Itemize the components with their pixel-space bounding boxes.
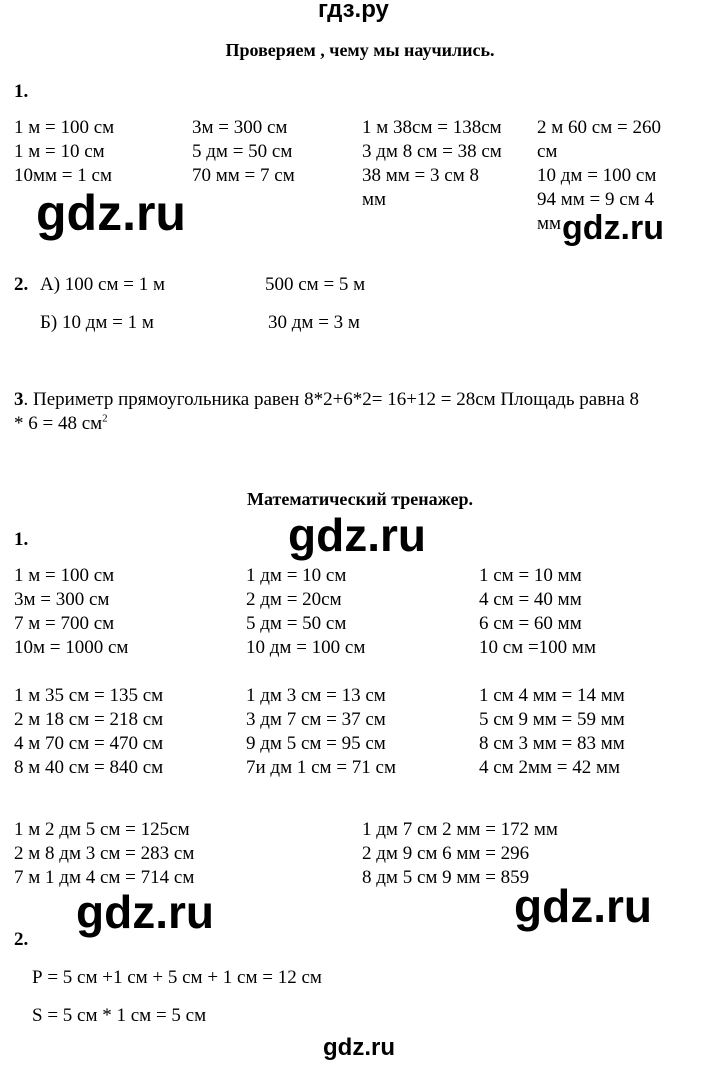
conversion-line: 1 см = 10 мм xyxy=(479,565,582,586)
task-3-text: * 6 = 48 см xyxy=(14,413,103,434)
conversion-line: 2 м 18 см = 218 см xyxy=(14,709,164,730)
task-number: 1. xyxy=(14,81,29,102)
watermark: gdz.ru xyxy=(323,1034,395,1061)
conversion-line: 4 м 70 см = 470 см xyxy=(14,733,164,754)
task-number: 2. xyxy=(14,929,29,950)
conversion-line: 4 см 2мм = 42 мм xyxy=(479,757,621,778)
conversion-column xyxy=(479,684,625,780)
watermark: gdz.ru xyxy=(562,209,664,247)
task-number: 1. xyxy=(14,529,29,550)
conversion-line: 7и дм 1 см = 71 см xyxy=(246,757,396,778)
conversion-line: 1 дм 3 см = 13 см xyxy=(246,685,386,706)
section-heading: Проверяем , чему мы научились. xyxy=(225,40,495,60)
conversion-line: 10мм = 1 см xyxy=(14,165,112,186)
conversion-line: 1 м = 10 см xyxy=(14,141,105,162)
conversion-column xyxy=(479,564,596,660)
equation: S = 5 см * 1 см = 5 см xyxy=(32,1005,207,1026)
conversion-line: 7 м 1 дм 4 см = 714 см xyxy=(14,867,195,888)
conversion-line: 10 см =100 мм xyxy=(479,637,596,658)
section-heading: Математический тренажер. xyxy=(247,489,473,509)
equation: 500 см = 5 м xyxy=(265,274,366,295)
conversion-line: 6 см = 60 мм xyxy=(479,613,582,634)
conversion-line: 70 мм = 7 см xyxy=(192,165,295,186)
task-3-text: . Периметр прямоугольника равен 8*2+6*2= 16+12 = 28см Площадь равна 8 xyxy=(23,389,640,410)
task-3-line xyxy=(14,388,639,412)
conversion-column xyxy=(14,564,128,660)
conversion-column xyxy=(246,684,396,780)
conversion-line: мм xyxy=(537,213,562,234)
conversion-line: 2 дм = 20см xyxy=(246,589,342,610)
conversion-line: 3м = 300 см xyxy=(192,117,288,138)
conversion-line: мм xyxy=(362,189,387,210)
conversion-column xyxy=(14,818,194,890)
conversion-line: 5 дм = 50 см xyxy=(246,613,347,634)
conversion-line: 1 м = 100 см xyxy=(14,117,115,138)
equation: Р = 5 см +1 см + 5 см + 1 см = 12 см xyxy=(32,967,322,988)
conversion-line: 1 дм = 10 см xyxy=(246,565,347,586)
watermark: gdz.ru xyxy=(514,880,652,932)
equation: Б) 10 дм = 1 м xyxy=(40,312,154,333)
conversion-column xyxy=(14,684,163,780)
conversion-line: 2 м 8 дм 3 см = 283 см xyxy=(14,843,195,864)
conversion-column xyxy=(14,116,114,188)
conversion-line: 10м = 1000 см xyxy=(14,637,129,658)
conversion-line: 8 дм 5 см 9 мм = 859 xyxy=(362,867,530,888)
conversion-line: 1 см 4 мм = 14 мм xyxy=(479,685,625,706)
conversion-line: 3 дм 8 см = 38 см xyxy=(362,141,502,162)
task-number: 2. xyxy=(14,274,29,295)
conversion-line: 5 дм = 50 см xyxy=(192,141,293,162)
conversion-line: 3 дм 7 см = 37 см xyxy=(246,709,386,730)
conversion-line: 1 м = 100 см xyxy=(14,565,115,586)
conversion-line: 3м = 300 см xyxy=(14,589,110,610)
conversion-line: 1 м 38см = 138см xyxy=(362,117,502,138)
conversion-line: 38 мм = 3 см 8 xyxy=(362,165,479,186)
conversion-column xyxy=(192,116,295,188)
conversion-line: 9 дм 5 см = 95 см xyxy=(246,733,386,754)
conversion-line: 2 м 60 см = 260 xyxy=(537,117,661,138)
conversion-line: 1 м 35 см = 135 см xyxy=(14,685,164,706)
conversion-line: см xyxy=(537,141,558,162)
conversion-column xyxy=(246,564,365,660)
superscript: 2 xyxy=(102,412,108,425)
conversion-line: 1 м 2 дм 5 см = 125см xyxy=(14,819,190,840)
task-3-line xyxy=(14,412,108,436)
equation: А) 100 см = 1 м xyxy=(40,274,165,295)
task-number: 3 xyxy=(14,389,24,410)
conversion-line: 10 дм = 100 см xyxy=(246,637,366,658)
conversion-line: 4 см = 40 мм xyxy=(479,589,582,610)
watermark: gdz.ru xyxy=(288,509,426,561)
watermark: gdz.ru xyxy=(76,886,214,938)
site-title: гдз.ру xyxy=(318,0,389,23)
watermark: gdz.ru xyxy=(36,185,186,241)
conversion-line: 94 мм = 9 см 4 xyxy=(537,189,654,210)
conversion-line: 8 м 40 см = 840 см xyxy=(14,757,164,778)
conversion-line: 10 дм = 100 см xyxy=(537,165,657,186)
conversion-line: 2 дм 9 см 6 мм = 296 xyxy=(362,843,530,864)
conversion-column xyxy=(362,116,502,212)
conversion-line: 1 дм 7 см 2 мм = 172 мм xyxy=(362,819,558,840)
conversion-line: 5 см 9 мм = 59 мм xyxy=(479,709,625,730)
conversion-line: 8 см 3 мм = 83 мм xyxy=(479,733,625,754)
conversion-line: 7 м = 700 см xyxy=(14,613,115,634)
equation: 30 дм = 3 м xyxy=(268,312,360,333)
